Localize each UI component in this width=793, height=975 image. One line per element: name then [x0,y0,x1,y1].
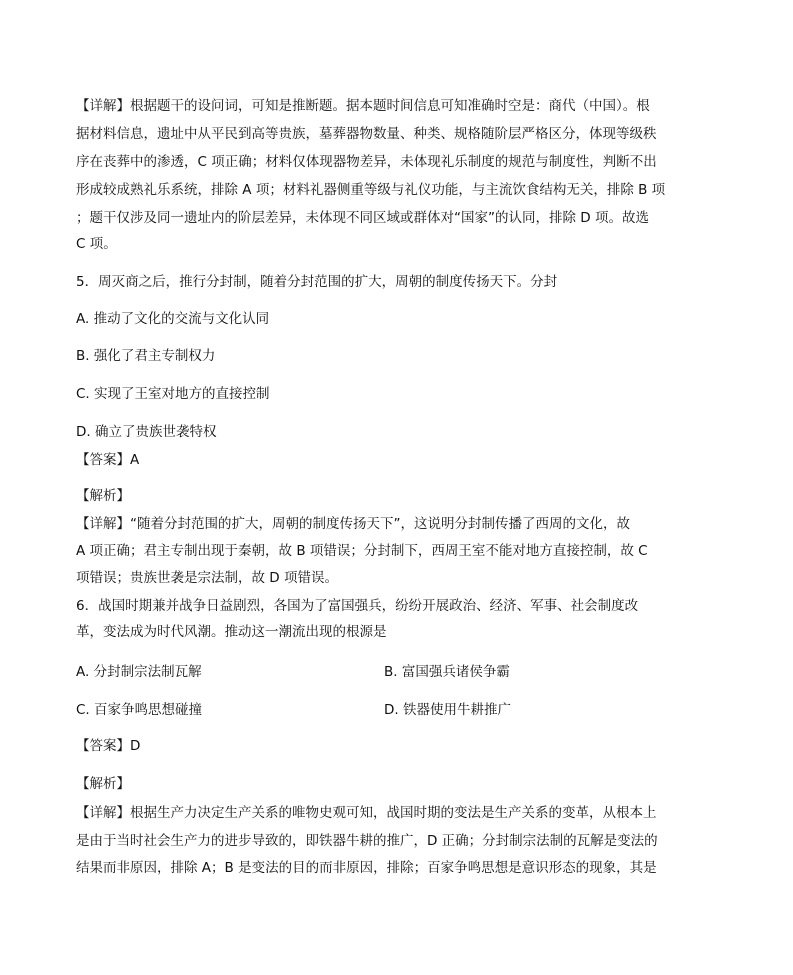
q6-stem-line: 6．战国时期兼并战争日益剧烈，各国为了富国强兵，纷纷开展政治、经济、军事、社会制度改 [76,598,639,614]
q5-answer: 【答案】A [76,452,140,468]
q5-detail-line: A 项正确；君主专制出现于秦朝，故 B 项错误；分封制下，西周王室不能对地方直接控制，故 C [76,543,648,559]
q6-detail-line: 结果而非原因，排除 A；B 是变法的目的而非原因，排除；百家争鸣思想是意识形态的现象，其是 [76,860,657,876]
q5-option-c: C. 实现了王室对地方的直接控制 [76,386,270,402]
q4-detail-line: 序在丧葬中的渗透，C 项正确；材料仅体现器物差异，未体现礼乐制度的规范与制度性，判断不出 [76,154,657,170]
q4-detail-line: 【详解】根据题干的设问词，可知是推断题。据本题时间信息可知准确时空是：商代（中国）。根 [76,98,650,114]
q5-option-d: D. 确立了贵族世袭特权 [76,424,217,440]
q6-detail-line: 【详解】根据生产力决定生产关系的唯物史观可知，战国时期的变法是生产关系的变革，从根本上 [76,805,657,821]
q5-detail-line: 【详解】“随着分封范围的扩大，周朝的制度传扬天下”，这说明分封制传播了西周的文化，故 [76,516,630,532]
q6-stem-line: 革，变法成为时代风潮。推动这一潮流出现的根源是 [76,624,387,640]
q5-option-a: A. 推动了文化的交流与文化认同 [76,311,270,327]
q6-answer: 【答案】D [76,738,141,754]
q5-option-b: B. 强化了君主专制权力 [76,348,216,364]
q5-detail-line: 项错误；贵族世袭是宗法制，故 D 项错误。 [76,570,338,586]
q4-detail-line: C 项。 [76,236,117,252]
q6-analysis-label: 【解析】 [76,776,130,792]
q6-option-b: B. 富国强兵诸侯争霸 [384,664,510,680]
q6-option-a: A. 分封制宗法制瓦解 [76,664,202,680]
q4-detail-line: 形成较成熟礼乐系统，排除 A 项；材料礼器侧重等级与礼仪功能，与主流饮食结构无关，排除 B 项 [76,182,666,198]
q4-detail-line: ；题干仅涉及同一遗址内的阶层差异，未体现不同区域或群体对“国家”的认同，排除 D 项。故选 [76,210,649,226]
q6-option-d: D. 铁器使用牛耕推广 [384,702,511,718]
q5-analysis-label: 【解析】 [76,488,130,504]
q6-option-c: C. 百家争鸣思想碰撞 [76,702,203,718]
q6-detail-line: 是由于当时社会生产力的进步导致的，即铁器牛耕的推广，D 正确；分封制宗法制的瓦解是变法的 [76,833,658,849]
q4-detail-line: 据材料信息，遗址中从平民到高等贵族，墓葬器物数量、种类、规格随阶层严格区分，体现等级秩 [76,126,657,142]
q5-stem: 5．周灭商之后，推行分封制，随着分封范围的扩大，周朝的制度传扬天下。分封 [76,274,558,290]
